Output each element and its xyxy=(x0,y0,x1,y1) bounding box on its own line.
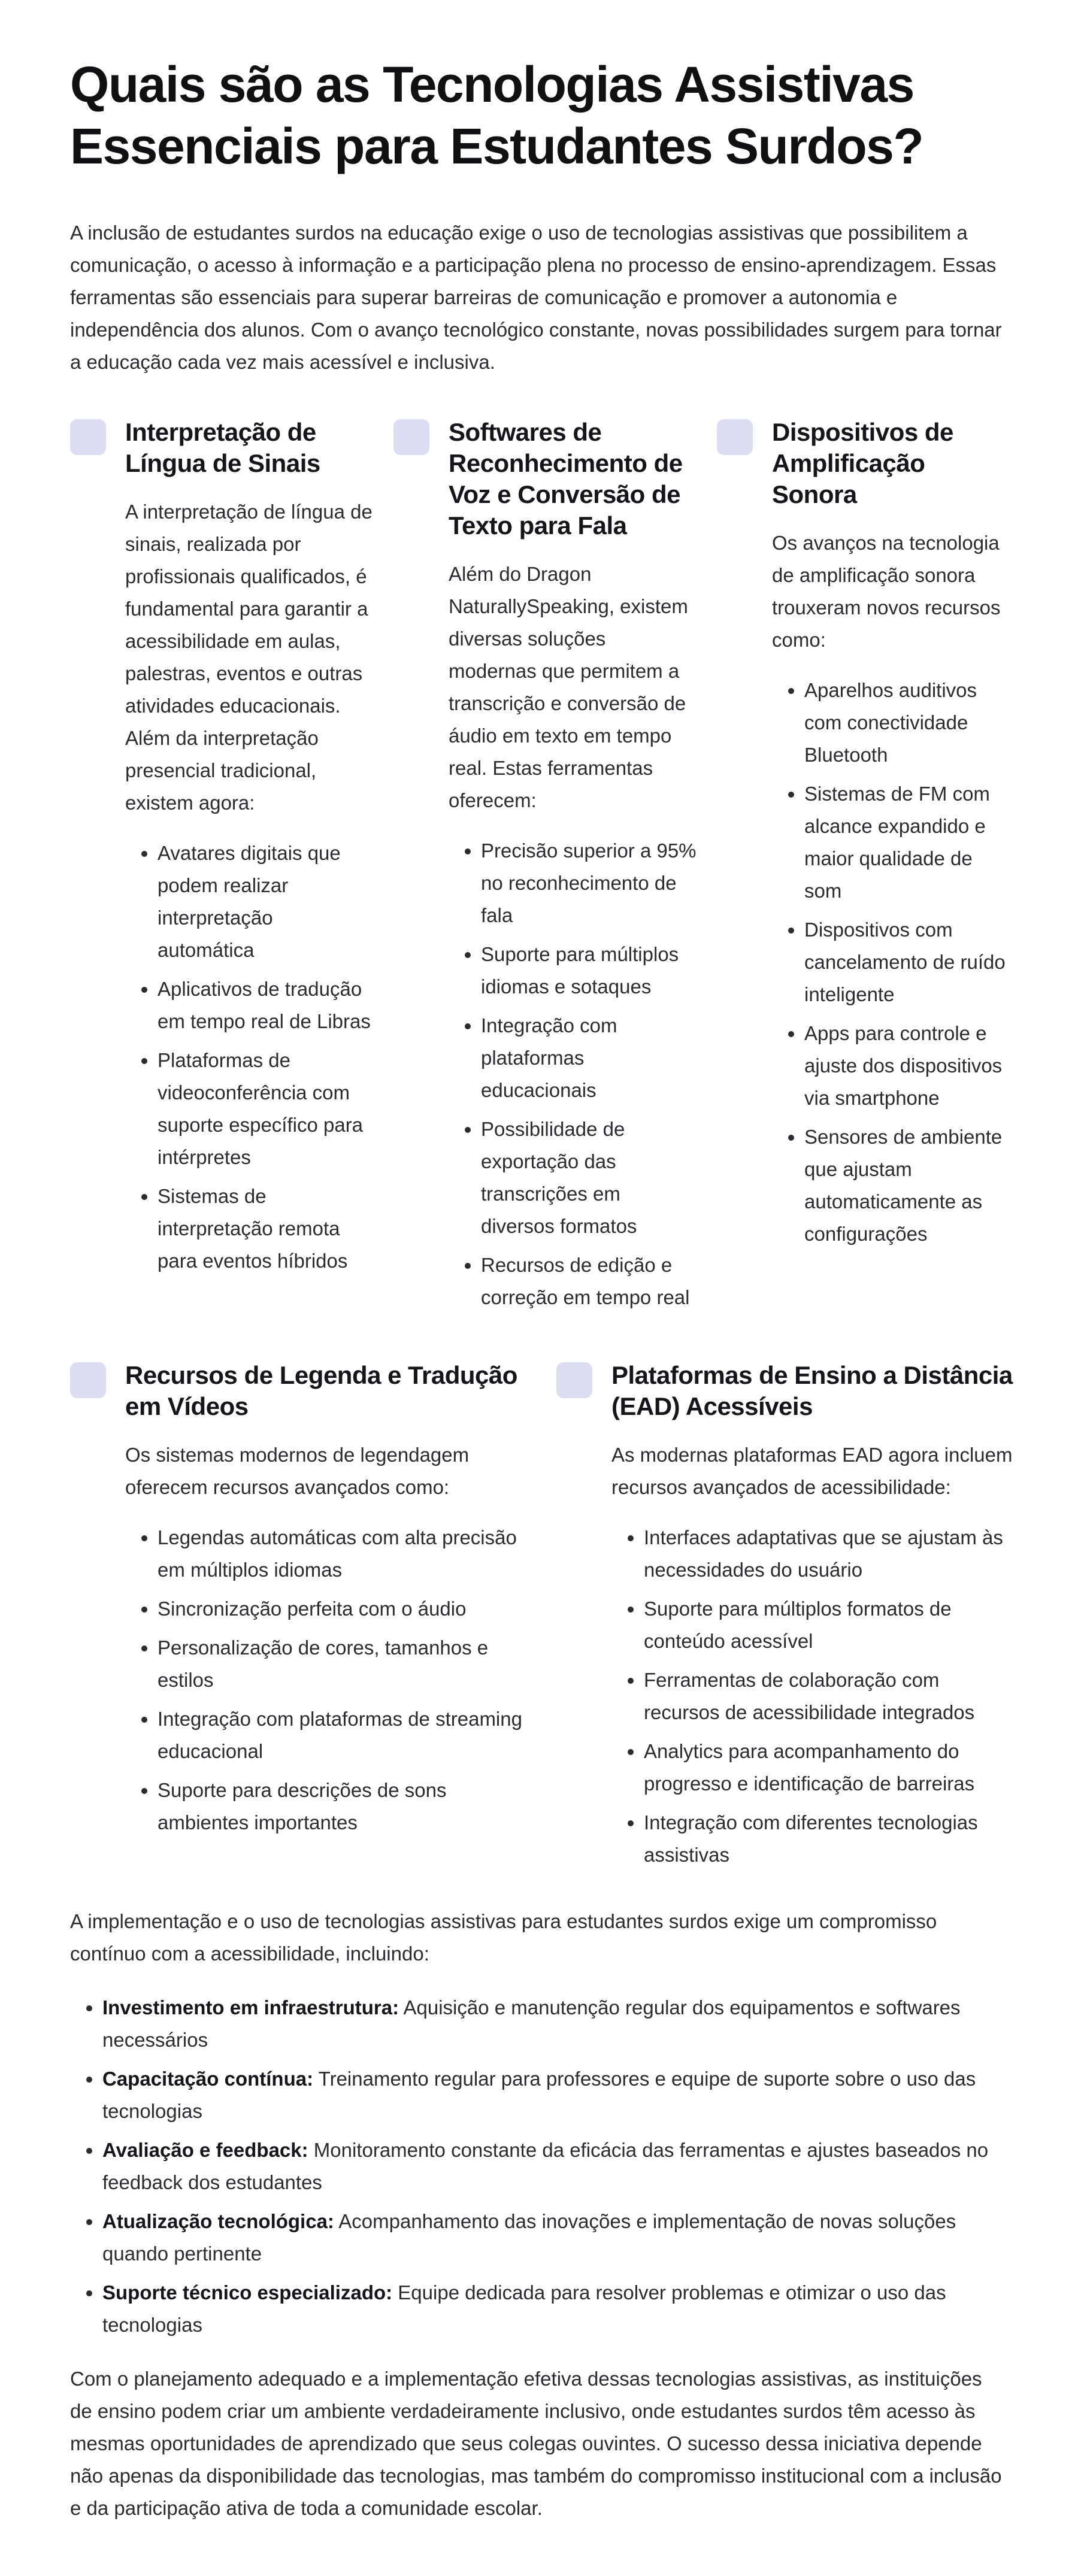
card-text: A interpretação de língua de sinais, realizada por profissionais qualificados, é fundamental para garantir a acessibilidade em aulas, palestras, eventos e outras atividades educacionais. Além da interpretação presencial tradicional, existem agora: xyxy=(125,501,373,814)
list-item: • Analytics para acompanhamento do progresso e identificação de barreiras xyxy=(644,1735,1015,1800)
intro-paragraph: A inclusão de estudantes surdos na educação exige o uso de tecnologias assistivas que possibilitem a comunicação, o acesso à informação e a participação plena no processo de ensino-aprendizagem. Essas ferramentas são essenciais para superar barreiras de comunicação e promover a autonomia e independência dos alunos. Com o avanço tecnológico constante, novas possibilidades surgem para tornar a educação cada vez mais acessível e inclusiva. xyxy=(70,222,1002,373)
card-text: Os avanços na tecnologia de amplificação sonora trouxeram novos recursos como: xyxy=(772,532,1001,651)
item-label: Suporte técnico especializado: xyxy=(102,2281,393,2304)
card-title: Plataformas de Ensino a Distância (EAD) Acessíveis xyxy=(611,1361,1013,1420)
list-item: • Recursos de edição e correção em tempo real xyxy=(481,1249,697,1314)
cards-row-1 xyxy=(70,417,1008,1320)
list-item: • Integração com diferentes tecnologias assistivas xyxy=(644,1807,1015,1871)
list-item: • Sistemas de interpretação remota para eventos híbridos xyxy=(158,1180,374,1277)
list-item: • Suporte para múltiplos idiomas e sotaques xyxy=(481,938,697,1003)
card-list xyxy=(772,674,1010,1250)
list-item xyxy=(102,2063,1008,2128)
card-text: As modernas plataformas EAD agora incluem recursos avançados de acessibilidade: xyxy=(611,1444,1013,1498)
square-icon xyxy=(70,1362,106,1398)
card-ead-platforms xyxy=(556,1360,1015,1878)
list-item xyxy=(102,2277,1008,2341)
card-text: Além do Dragon NaturallySpeaking, existem diversas soluções modernas que permitem a transcrição e conversão de áudio em texto em tempo real. Estas ferramentas oferecem: xyxy=(449,563,688,811)
list-item: • Ferramentas de colaboração com recursos de acessibilidade integrados xyxy=(644,1664,1015,1729)
list-item: • Apps para controle e ajuste dos dispositivos via smartphone xyxy=(804,1017,1010,1114)
cards-row-2 xyxy=(70,1360,1013,1878)
list-item xyxy=(102,2205,1008,2270)
square-icon xyxy=(717,419,753,455)
card-list xyxy=(611,1522,1015,1871)
card-title: Softwares de Reconhecimento de Voz e Conversão de Texto para Fala xyxy=(449,418,683,540)
page-title: Quais são as Tecnologias Assistivas Essenciais para Estudantes Surdos? xyxy=(70,56,923,174)
card-subtitles xyxy=(70,1360,538,1878)
square-icon xyxy=(393,419,429,455)
commitment-intro: A implementação e o uso de tecnologias assistivas para estudantes surdos exige um compromisso contínuo com a acessibilidade, incluindo: xyxy=(70,1910,937,1965)
card-list xyxy=(449,835,697,1314)
card-body xyxy=(125,1360,538,1845)
list-item: • Precisão superior a 95% no reconhecimento de fala xyxy=(481,835,697,932)
item-text: Equipe dedicada para resolver problemas e otimizar o uso das tecnologias xyxy=(102,2281,946,2336)
card-sign-language xyxy=(70,417,374,1320)
list-item: • Integração com plataformas de streaming educacional xyxy=(158,1703,538,1768)
item-label: Atualização tecnológica: xyxy=(102,2210,334,2232)
list-item: • Aplicativos de tradução em tempo real de Libras xyxy=(158,973,374,1038)
square-icon xyxy=(70,419,106,455)
card-sound-amplification xyxy=(717,417,1010,1320)
item-label: Investimento em infraestrutura: xyxy=(102,1996,399,2019)
item-text: Acompanhamento das inovações e implementação de novas soluções quando pertinente xyxy=(102,2210,956,2265)
list-item xyxy=(102,2134,1008,2199)
list-item: • Suporte para múltiplos formatos de conteúdo acessível xyxy=(644,1593,1015,1657)
list-item: • Suporte para descrições de sons ambientes importantes xyxy=(158,1774,538,1839)
card-title: Dispositivos de Amplificação Sonora xyxy=(772,418,953,508)
list-item: • Dispositivos com cancelamento de ruído inteligente xyxy=(804,914,1010,1011)
card-body xyxy=(772,417,1010,1257)
list-item: • Sincronização perfeita com o áudio xyxy=(158,1593,538,1625)
list-item: • Integração com plataformas educacionais xyxy=(481,1010,697,1107)
card-title: Interpretação de Língua de Sinais xyxy=(125,418,320,477)
list-item: • Sistemas de FM com alcance expandido e maior qualidade de som xyxy=(804,778,1010,907)
card-text: Os sistemas modernos de legendagem oferecem recursos avançados como: xyxy=(125,1444,470,1498)
list-item: • Aparelhos auditivos com conectividade Bluetooth xyxy=(804,674,1010,771)
card-body xyxy=(125,417,374,1284)
square-icon xyxy=(556,1362,592,1398)
list-item: • Legendas automáticas com alta precisão em múltiplos idiomas xyxy=(158,1522,538,1586)
item-label: Avaliação e feedback: xyxy=(102,2139,308,2161)
list-item: • Sensores de ambiente que ajustam automaticamente as configurações xyxy=(804,1121,1010,1250)
card-voice-recognition xyxy=(393,417,697,1320)
card-body xyxy=(611,1360,1015,1878)
card-list xyxy=(125,1522,538,1839)
card-body xyxy=(449,417,697,1320)
commitment-list xyxy=(70,1992,1008,2341)
list-item: • Interfaces adaptativas que se ajustam às necessidades do usuário xyxy=(644,1522,1015,1586)
item-text: Aquisição e manutenção regular dos equipamentos e softwares necessários xyxy=(102,1996,961,2051)
list-item: • Possibilidade de exportação das transcrições em diversos formatos xyxy=(481,1113,697,1242)
list-item: • Plataformas de videoconferência com suporte específico para intérpretes xyxy=(158,1044,374,1174)
list-item xyxy=(102,1992,1008,2056)
item-label: Capacitação contínua: xyxy=(102,2068,314,2090)
item-text: Treinamento regular para professores e equipe de suporte sobre o uso das tecnologias xyxy=(102,2068,976,2122)
list-item: • Personalização de cores, tamanhos e estilos xyxy=(158,1632,538,1696)
item-text: Monitoramento constante da eficácia das ferramentas e ajustes baseados no feedback dos estudantes xyxy=(102,2139,989,2193)
conclusion-paragraph: Com o planejamento adequado e a implementação efetiva dessas tecnologias assistivas, as instituições de ensino podem criar um ambiente verdadeiramente inclusivo, onde estudantes surdos têm acesso às mesmas oportunidades de aprendizado que seus colegas ouvintes. O sucesso dessa iniciativa depende não apenas da disponibilidade das tecnologias, mas também do compromisso institucional com a inclusão e da participação ativa de toda a comunidade escolar. xyxy=(70,2368,1002,2519)
card-list xyxy=(125,837,374,1277)
card-title: Recursos de Legenda e Tradução em Vídeos xyxy=(125,1361,517,1420)
list-item: • Avatares digitais que podem realizar interpretação automática xyxy=(158,837,374,966)
